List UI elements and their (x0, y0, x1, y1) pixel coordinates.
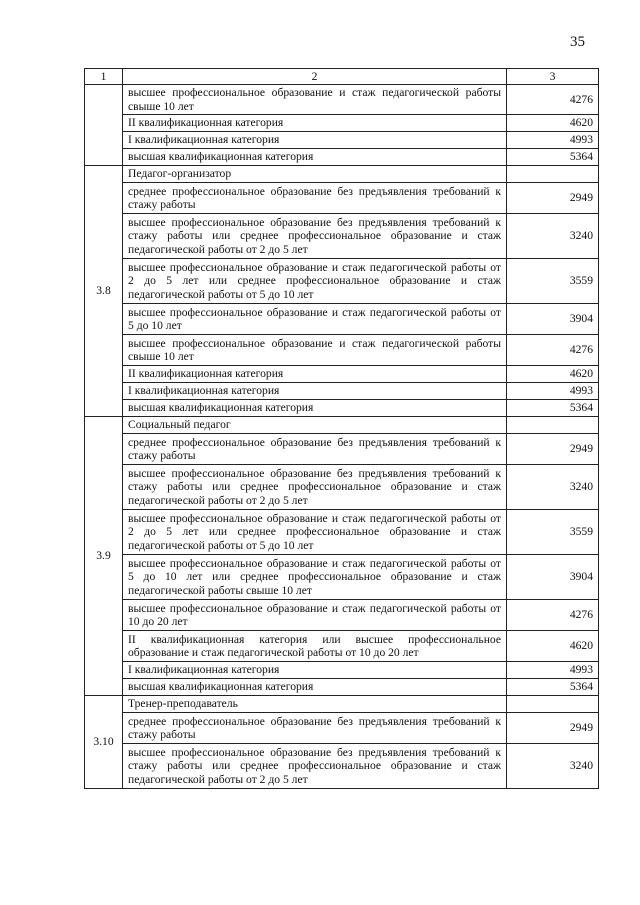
section-title: Социальный педагог (123, 417, 507, 434)
table-row (85, 600, 599, 631)
requirement-text: высшая квалификационная категория (123, 679, 507, 696)
requirement-text: II квалификационная категория (123, 366, 507, 383)
requirement-text: высшее профессиональное образование без предъявления требований к стажу работы или среднее профессиональное образование и стаж педагогической работы от 2 до 5 лет (123, 214, 507, 259)
table-row (85, 383, 599, 400)
salary-value: 4993 (507, 132, 599, 149)
table-row (85, 631, 599, 662)
salary-table (84, 68, 599, 789)
table-row (85, 85, 599, 115)
section-title: Тренер-преподаватель (123, 696, 507, 713)
requirement-text: высшая квалификационная категория (123, 400, 507, 417)
section-title-value (507, 696, 599, 713)
salary-value: 4620 (507, 115, 599, 132)
section-title-row (85, 696, 599, 713)
table-row (85, 744, 599, 789)
requirement-text: высшая квалификационная категория (123, 149, 507, 166)
requirement-text: среднее профессиональное образование без предъявления требований к стажу работы (123, 183, 507, 214)
requirement-text: высшее профессиональное образование без предъявления требований к стажу работы или среднее профессиональное образование и стаж педагогической работы от 2 до 5 лет (123, 465, 507, 510)
salary-value: 3559 (507, 259, 599, 304)
table-body (85, 85, 599, 789)
salary-value: 2949 (507, 434, 599, 465)
table-row (85, 400, 599, 417)
salary-value: 4276 (507, 600, 599, 631)
table-row (85, 555, 599, 600)
page-number: 35 (570, 34, 585, 50)
table-row (85, 679, 599, 696)
requirement-text: I квалификационная категория (123, 132, 507, 149)
table-row (85, 115, 599, 132)
table-row (85, 713, 599, 744)
table-row (85, 465, 599, 510)
table-row (85, 366, 599, 383)
section-title-row (85, 417, 599, 434)
section-number (85, 85, 123, 166)
table-row (85, 662, 599, 679)
salary-value: 5364 (507, 679, 599, 696)
salary-value: 2949 (507, 183, 599, 214)
salary-value: 3904 (507, 555, 599, 600)
requirement-text: высшее профессиональное образование и стаж педагогической работы от 10 до 20 лет (123, 600, 507, 631)
salary-value: 4276 (507, 335, 599, 366)
requirement-text: высшее профессиональное образование и стаж педагогической работы свыше 10 лет (123, 335, 507, 366)
requirement-text: I квалификационная категория (123, 383, 507, 400)
column-header-number: 1 (85, 69, 123, 85)
salary-value: 3559 (507, 510, 599, 555)
salary-value: 5364 (507, 149, 599, 166)
requirement-text: высшее профессиональное образование без предъявления требований к стажу работы или среднее профессиональное образование и стаж педагогической работы от 2 до 5 лет (123, 744, 507, 789)
salary-value: 4993 (507, 383, 599, 400)
section-title: Педагог-организатор (123, 166, 507, 183)
requirement-text: высшее профессиональное образование и стаж педагогической работы от 2 до 5 лет или среднее профессиональное образование и стаж педагогической работы от 5 до 10 лет (123, 259, 507, 304)
requirement-text: среднее профессиональное образование без предъявления требований к стажу работы (123, 713, 507, 744)
salary-value: 3240 (507, 465, 599, 510)
salary-value: 4276 (507, 85, 599, 115)
requirement-text: I квалификационная категория (123, 662, 507, 679)
salary-value: 4993 (507, 662, 599, 679)
table-row (85, 335, 599, 366)
section-title-value (507, 417, 599, 434)
table-row (85, 183, 599, 214)
requirement-text: высшее профессиональное образование и стаж педагогической работы свыше 10 лет (123, 85, 507, 115)
salary-value: 2949 (507, 713, 599, 744)
column-header-salary: 3 (507, 69, 599, 85)
requirement-text: II квалификационная категория (123, 115, 507, 132)
salary-value: 3240 (507, 214, 599, 259)
requirement-text: высшее профессиональное образование и стаж педагогической работы от 5 до 10 лет или среднее профессиональное образование и стаж педагогической работы свыше 10 лет (123, 555, 507, 600)
section-title-row (85, 166, 599, 183)
table-row (85, 149, 599, 166)
table-row (85, 132, 599, 149)
table-header-row (85, 69, 599, 85)
table-row (85, 214, 599, 259)
salary-value: 4620 (507, 366, 599, 383)
salary-value: 3240 (507, 744, 599, 789)
requirement-text: высшее профессиональное образование и стаж педагогической работы от 5 до 10 лет (123, 304, 507, 335)
section-number: 3.10 (85, 696, 123, 789)
section-title-value (507, 166, 599, 183)
salary-value: 3904 (507, 304, 599, 335)
table-row (85, 259, 599, 304)
salary-value: 4620 (507, 631, 599, 662)
table-row (85, 510, 599, 555)
requirement-text: высшее профессиональное образование и стаж педагогической работы от 2 до 5 лет или среднее профессиональное образование и стаж педагогической работы от 5 до 10 лет (123, 510, 507, 555)
table-row (85, 304, 599, 335)
column-header-position: 2 (123, 69, 507, 85)
section-number: 3.8 (85, 166, 123, 417)
requirement-text: среднее профессиональное образование без предъявления требований к стажу работы (123, 434, 507, 465)
table-row (85, 434, 599, 465)
section-number: 3.9 (85, 417, 123, 696)
requirement-text: II квалификационная категория или высшее профессиональное образование и стаж педагогической работы от 10 до 20 лет (123, 631, 507, 662)
salary-value: 5364 (507, 400, 599, 417)
